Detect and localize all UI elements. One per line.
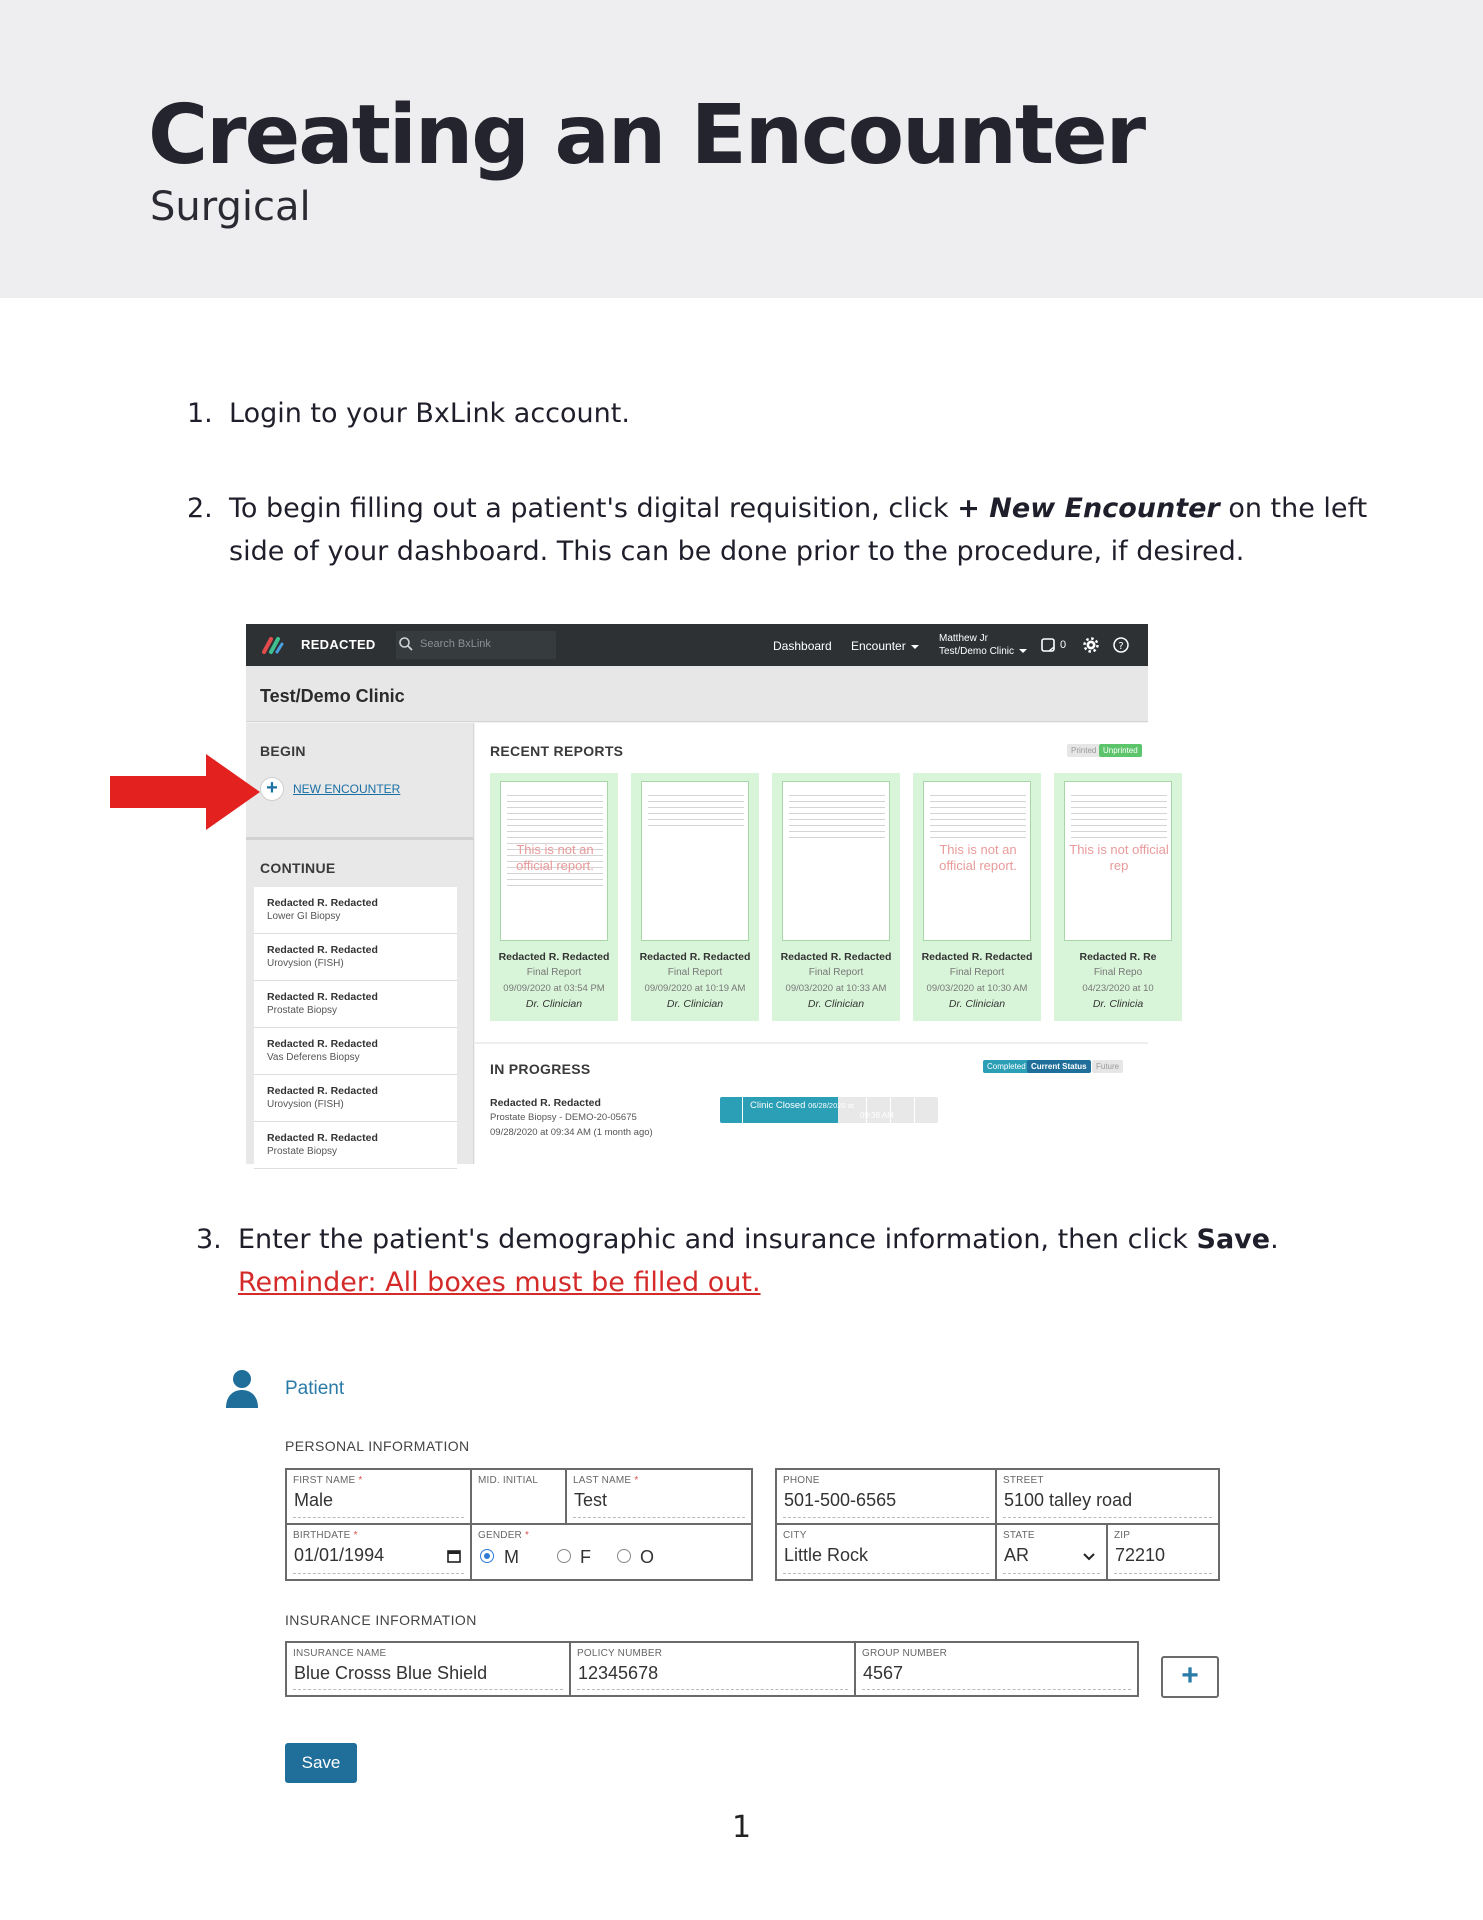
new-encounter-label: NEW ENCOUNTER bbox=[293, 782, 401, 796]
report-doctor: Dr. Clinician bbox=[807, 998, 865, 1010]
nav-encounter-dropdown[interactable]: Encounter bbox=[851, 639, 919, 653]
gender-m-label: M bbox=[504, 1547, 519, 1567]
patient-section-title: Patient bbox=[285, 1378, 345, 1399]
status-progress-bar bbox=[720, 1097, 938, 1123]
insurance-group bbox=[285, 1641, 1139, 1697]
street-field[interactable]: STREET 5100 talley road bbox=[997, 1470, 1218, 1523]
printed-badge: Printed bbox=[1067, 744, 1100, 757]
report-date: 09/03/2020 at 10:33 AM bbox=[785, 983, 887, 994]
inbox-icon[interactable] bbox=[1040, 636, 1058, 654]
gender-o-label: O bbox=[640, 1547, 655, 1567]
first-name-field[interactable]: FIRST NAME * Male bbox=[287, 1470, 470, 1523]
step-text-line-1: To begin filling out a patient's digital requisition, click + New Encounter on the left bbox=[229, 493, 1368, 524]
step-text-line-1: Enter the patient's demographic and insurance information, then click Save. bbox=[238, 1224, 1279, 1255]
personal-info-heading: PERSONAL INFORMATION bbox=[285, 1438, 470, 1454]
chevron-down-icon bbox=[1019, 649, 1027, 653]
add-insurance-button[interactable]: + bbox=[1161, 1656, 1219, 1698]
report-date: 09/09/2020 at 10:19 AM bbox=[644, 983, 746, 994]
unprinted-badge: Unprinted bbox=[1099, 744, 1142, 757]
reminder-text: Reminder: All boxes must be filled out. bbox=[238, 1267, 761, 1298]
report-doctor: Dr. Clinicia bbox=[1092, 998, 1144, 1010]
future-badge: Future bbox=[1092, 1060, 1123, 1073]
zip-field[interactable]: ZIP 72210 bbox=[1108, 1525, 1218, 1579]
begin-heading: BEGIN bbox=[260, 743, 306, 759]
report-status: Final Report bbox=[526, 967, 582, 978]
sidebar bbox=[246, 723, 474, 1164]
gender-f-radio[interactable] bbox=[557, 1549, 571, 1563]
calendar-icon[interactable] bbox=[447, 1549, 461, 1563]
gender-field: GENDER * M F O bbox=[478, 1530, 655, 1567]
header-band bbox=[0, 0, 1483, 298]
user-clinic[interactable]: Test/Demo Clinic bbox=[939, 645, 1027, 658]
report-patient: Redacted R. Re bbox=[1079, 951, 1157, 963]
chevron-down-icon bbox=[1083, 1553, 1095, 1561]
report-status: Final Report bbox=[667, 967, 723, 978]
continue-list bbox=[254, 887, 457, 1169]
list-item[interactable]: Redacted R. Redacted Vas Deferens Biopsy bbox=[254, 1028, 457, 1075]
report-card[interactable] bbox=[490, 773, 618, 1021]
report-card[interactable] bbox=[913, 773, 1041, 1021]
report-patient: Redacted R. Redacted bbox=[639, 951, 751, 963]
insurance-name-field[interactable]: INSURANCE NAME Blue Crosss Blue Shield bbox=[287, 1643, 569, 1695]
report-card[interactable] bbox=[1054, 773, 1182, 1021]
step-number: 1. bbox=[187, 398, 213, 429]
list-item[interactable]: Redacted R. Redacted Lower GI Biopsy bbox=[254, 887, 457, 934]
person-icon bbox=[224, 1368, 260, 1408]
red-arrow-icon bbox=[110, 754, 260, 830]
chevron-down-icon bbox=[911, 645, 919, 649]
address-group bbox=[775, 1468, 1220, 1581]
dashboard-screenshot bbox=[246, 624, 1169, 1164]
nav-dashboard[interactable]: Dashboard bbox=[773, 639, 832, 653]
report-status: Final Repo bbox=[1093, 967, 1143, 978]
search-icon bbox=[398, 636, 414, 652]
gender-f-label: F bbox=[580, 1547, 591, 1567]
report-patient: Redacted R. Redacted bbox=[921, 951, 1033, 963]
phone-field[interactable]: PHONE 501-500-6565 bbox=[777, 1470, 995, 1523]
in-progress-patient[interactable]: Redacted R. Redacted bbox=[490, 1097, 601, 1109]
page-subtitle: Surgical bbox=[150, 184, 311, 230]
group-number-field[interactable]: GROUP NUMBER 4567 bbox=[856, 1643, 1137, 1695]
step-number: 3. bbox=[196, 1224, 222, 1255]
continue-heading: CONTINUE bbox=[260, 860, 336, 876]
report-patient: Redacted R. Redacted bbox=[780, 951, 892, 963]
gear-icon[interactable] bbox=[1082, 636, 1100, 654]
insurance-info-heading: INSURANCE INFORMATION bbox=[285, 1612, 477, 1628]
step-number: 2. bbox=[187, 493, 213, 524]
main-panel bbox=[475, 723, 1169, 1164]
notification-count: 0 bbox=[1060, 639, 1067, 651]
sidebar-divider bbox=[246, 837, 474, 840]
gender-m-radio[interactable] bbox=[480, 1549, 494, 1563]
report-card[interactable] bbox=[772, 773, 900, 1021]
step-text-line-2: side of your dashboard. This can be done prior to the procedure, if desired. bbox=[229, 536, 1245, 567]
gender-o-radio[interactable] bbox=[617, 1549, 631, 1563]
list-item[interactable]: Redacted R. Redacted Prostate Biopsy bbox=[254, 981, 457, 1028]
report-thumbnail bbox=[782, 781, 890, 941]
list-item[interactable]: Redacted R. Redacted Prostate Biopsy bbox=[254, 1122, 457, 1169]
report-watermark: This is not an official report. bbox=[939, 842, 1017, 873]
in-progress-desc: Prostate Biopsy - DEMO-20-05675 bbox=[490, 1112, 637, 1123]
top-navbar bbox=[246, 624, 1148, 666]
mid-initial-field[interactable]: MID. INITIAL bbox=[478, 1475, 539, 1486]
report-thumbnail bbox=[641, 781, 749, 941]
plus-icon: + bbox=[260, 777, 284, 801]
svg-text:?: ? bbox=[1118, 641, 1124, 652]
policy-number-field[interactable]: POLICY NUMBER 12345678 bbox=[571, 1643, 854, 1695]
report-date: 09/03/2020 at 10:30 AM bbox=[926, 983, 1028, 994]
clinic-bar bbox=[246, 666, 1148, 722]
report-watermark: This is not an official report. bbox=[516, 842, 594, 873]
progress-status-time: 09:38 AM bbox=[860, 1111, 894, 1120]
birthdate-field[interactable]: BIRTHDATE * 01/01/1994 bbox=[287, 1525, 470, 1579]
in-progress-heading: IN PROGRESS bbox=[490, 1061, 591, 1077]
progress-status-text: Clinic Closed 06/28/2020 at bbox=[750, 1100, 854, 1111]
report-date: 04/23/2020 at 10 bbox=[1082, 983, 1154, 994]
page-title: Creating an Encounter bbox=[148, 88, 1145, 183]
list-item[interactable]: Redacted R. Redacted Urovysion (FISH) bbox=[254, 1075, 457, 1122]
page-number: 1 bbox=[731, 1810, 752, 1845]
brand-logo-icon bbox=[262, 636, 284, 654]
report-thumbnail bbox=[1064, 781, 1172, 941]
report-patient: Redacted R. Redacted bbox=[498, 951, 610, 963]
city-field[interactable]: CITY Little Rock bbox=[777, 1525, 995, 1579]
report-doctor: Dr. Clinician bbox=[948, 998, 1006, 1010]
search-placeholder: Search BxLink bbox=[420, 638, 491, 650]
save-button[interactable]: Save bbox=[285, 1743, 357, 1783]
report-status: Final Report bbox=[808, 967, 864, 978]
report-thumbnail bbox=[500, 781, 608, 941]
list-item[interactable]: Redacted R. Redacted Urovysion (FISH) bbox=[254, 934, 457, 981]
user-name[interactable]: Matthew Jr bbox=[939, 633, 988, 644]
report-watermark: This is not official rep bbox=[1069, 842, 1169, 873]
help-icon[interactable] bbox=[1112, 636, 1130, 654]
clinic-name: Test/Demo Clinic bbox=[260, 686, 405, 706]
report-status: Final Report bbox=[949, 967, 1005, 978]
current-status-badge: Current Status bbox=[1027, 1060, 1091, 1073]
brand-name: REDACTED bbox=[301, 637, 376, 652]
report-date: 09/09/2020 at 03:54 PM bbox=[503, 983, 605, 994]
state-select[interactable]: STATE AR bbox=[997, 1525, 1106, 1579]
report-doctor: Dr. Clinician bbox=[525, 998, 583, 1010]
last-name-field[interactable]: LAST NAME * Test bbox=[567, 1470, 751, 1523]
completed-badge: Completed bbox=[983, 1060, 1030, 1073]
step-text: Login to your BxLink account. bbox=[229, 398, 630, 429]
report-doctor: Dr. Clinician bbox=[666, 998, 724, 1010]
recent-reports-heading: RECENT REPORTS bbox=[490, 743, 624, 759]
section-divider bbox=[475, 1042, 1148, 1044]
in-progress-date: 09/28/2020 at 09:34 AM (1 month ago) bbox=[490, 1127, 653, 1138]
personal-info-group bbox=[285, 1468, 753, 1581]
report-thumbnail bbox=[923, 781, 1031, 941]
report-card[interactable] bbox=[631, 773, 759, 1021]
